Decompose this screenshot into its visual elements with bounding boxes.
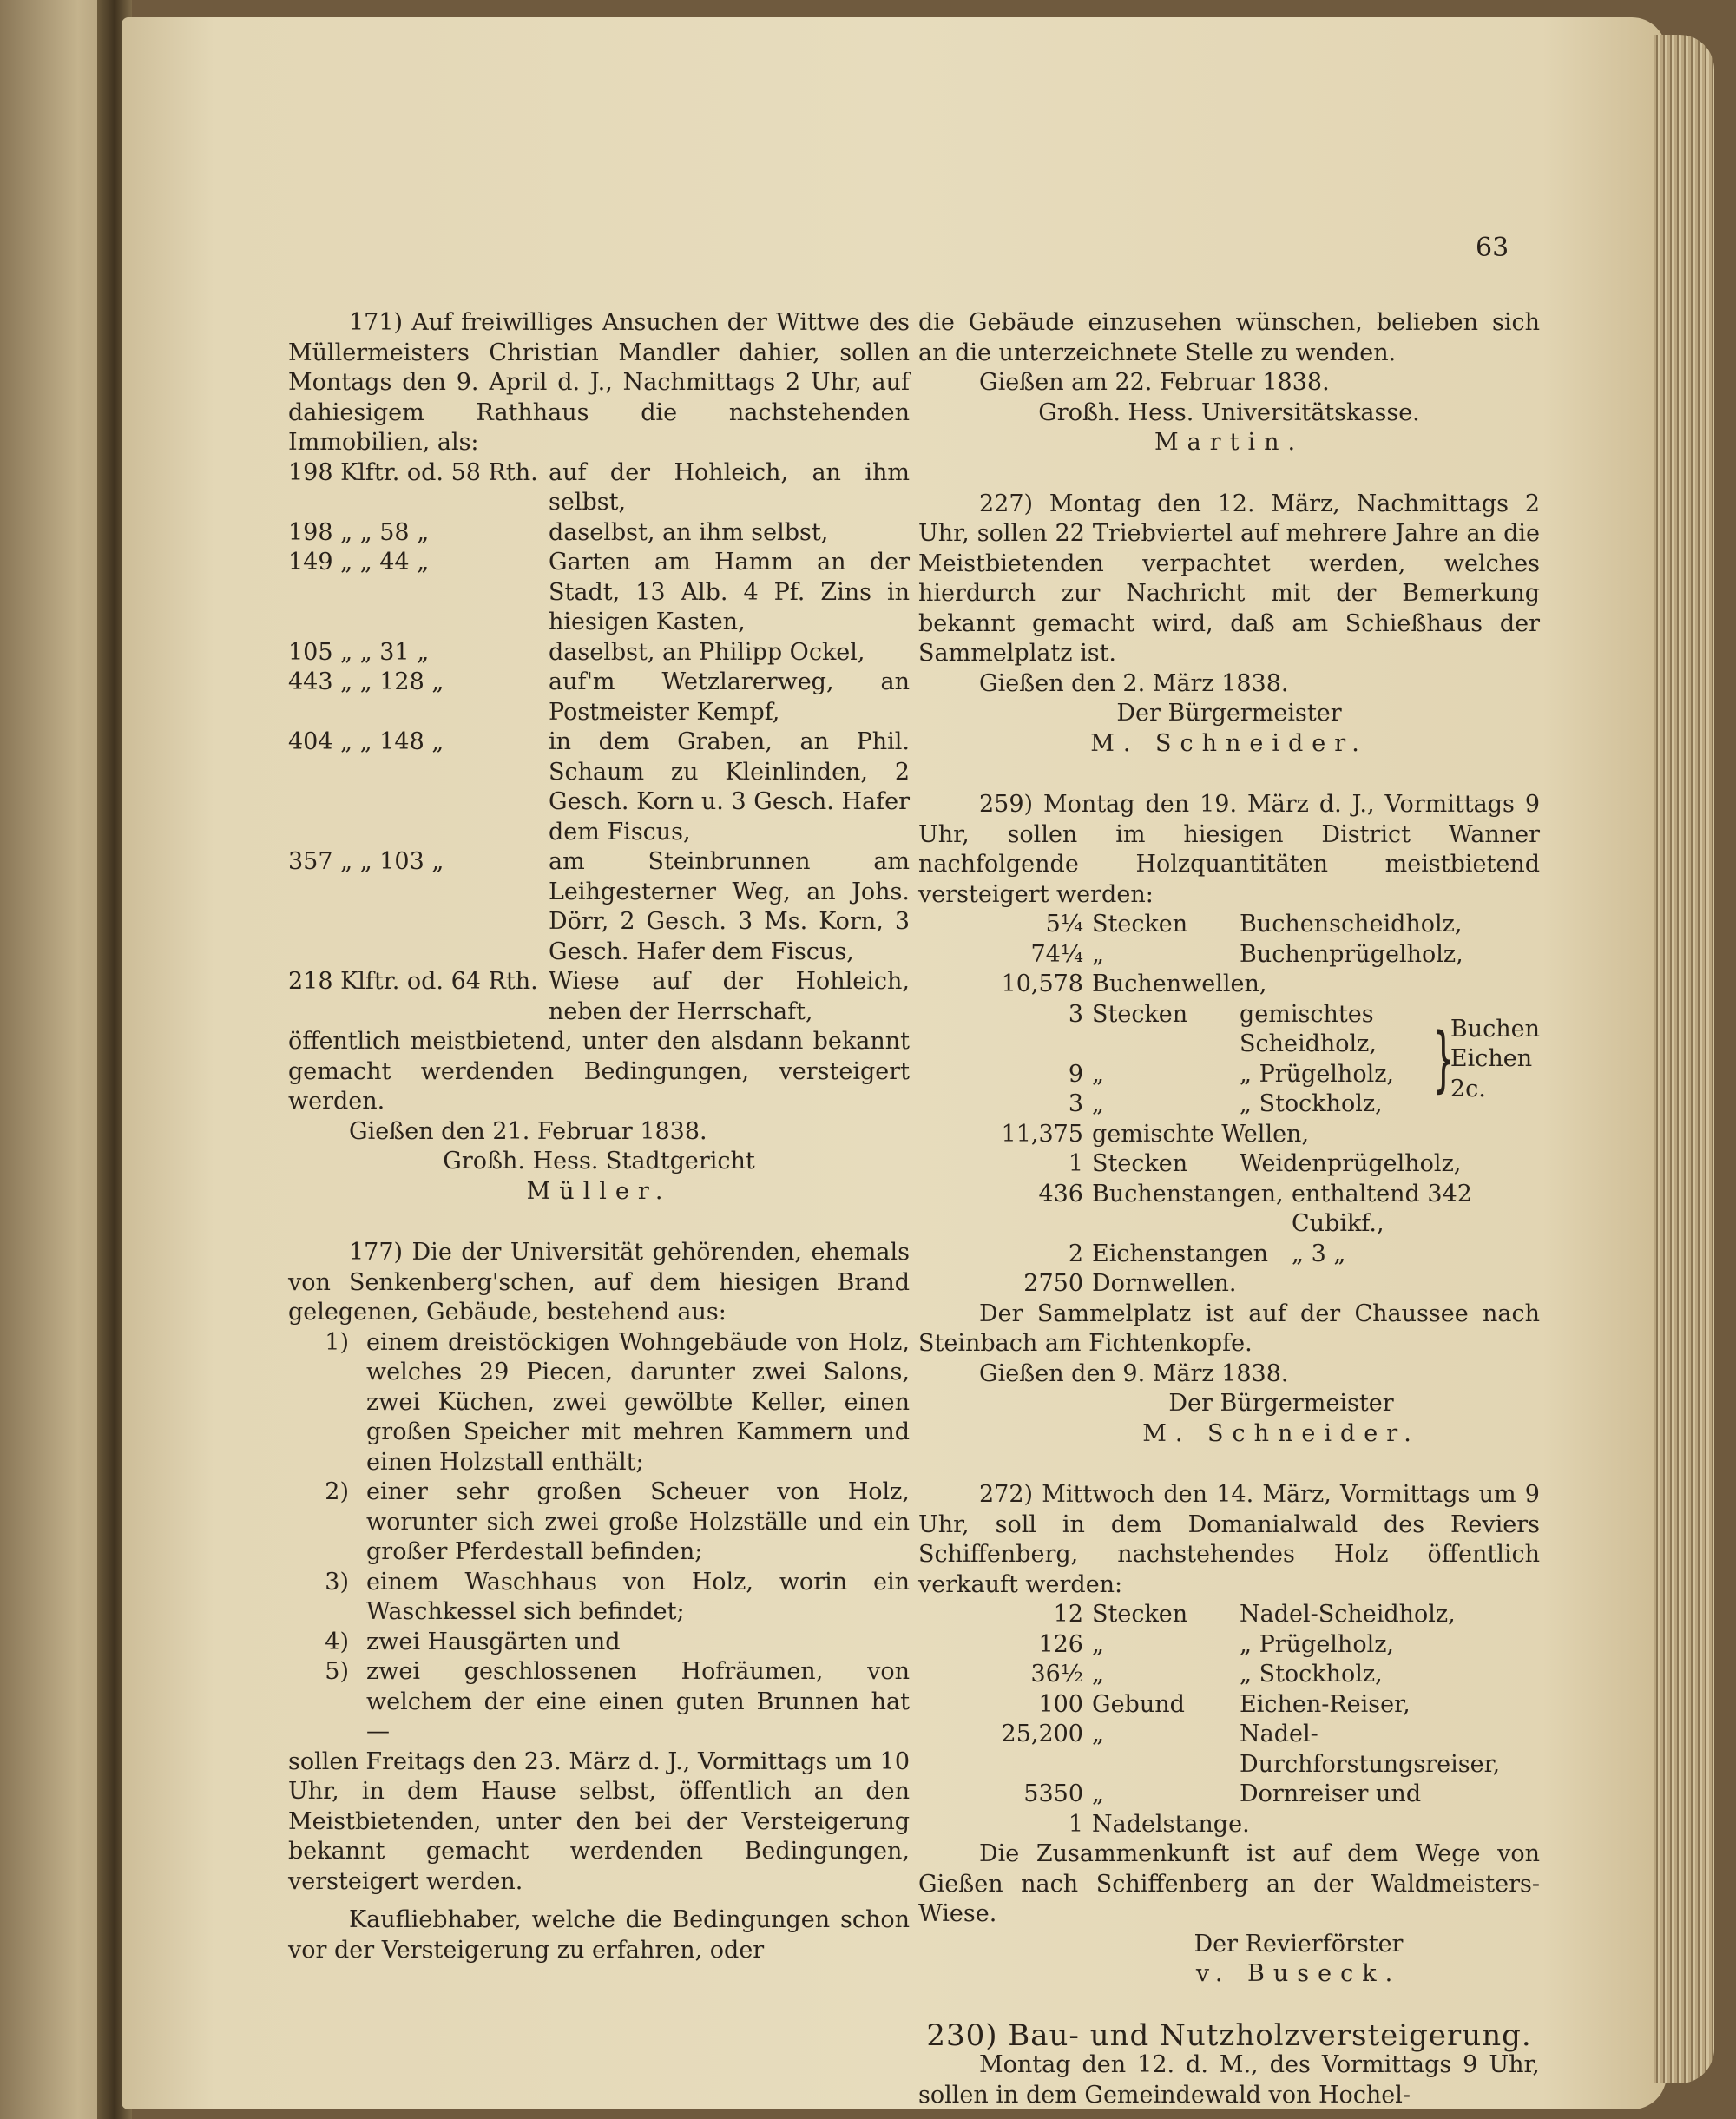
wood-qty: 1 — [1068, 1150, 1083, 1177]
wood-desc — [1237, 1269, 1540, 1300]
wood-unit: Buchenwellen, — [1092, 971, 1267, 997]
wood-desc: „ Stockholz, — [1240, 1661, 1383, 1688]
lot-desc: daselbst, an ihm selbst, — [549, 518, 829, 546]
item-number: 4) — [325, 1628, 349, 1655]
item-number: 5) — [325, 1658, 349, 1685]
wood-qty: 3 — [1068, 1000, 1083, 1028]
lot-row — [288, 847, 910, 967]
notice-171-intro: 171) Auf freiwilliges Ansuchen der Wittwe des Müllermeisters Christian Mandler dahier, sollen Montags den 9. April d. J., Nachmittags 2 Uhr, auf dahiesigem Rathhaus die nachstehenden Immobilien, als: — [288, 309, 910, 456]
notice-272-wood-list — [918, 1600, 1540, 1839]
list-item — [288, 1628, 910, 1658]
lot-row — [288, 668, 910, 727]
lot-row — [288, 638, 910, 668]
lot-row — [288, 518, 910, 549]
wood-qty: 36½ — [1030, 1661, 1083, 1688]
lot-key: 105 „ „ 31 „ — [288, 638, 430, 666]
brace-label: 2c. — [1450, 1075, 1486, 1102]
notice-227-date: Gießen den 2. März 1838. — [979, 669, 1289, 697]
lot-row — [288, 548, 910, 638]
wood-qty: 436 — [1038, 1180, 1083, 1208]
item-text: einer sehr großen Scheuer von Holz, worunter sich zwei große Holzställe und ein großer Pferdestall befinden; — [366, 1478, 910, 1565]
lot-desc: in dem Graben, an Phil. Schaum zu Kleinlinden, 2 Gesch. Korn u. 3 Gesch. Hafer dem Fiscus, — [549, 728, 910, 846]
wood-unit: „ — [1092, 1780, 1104, 1807]
lot-key: 404 „ „ 148 „ — [288, 728, 444, 755]
wood-desc: „ Prügelholz, — [1240, 1060, 1395, 1088]
lot-key: 198 „ „ 58 „ — [288, 518, 430, 546]
wood-row — [918, 910, 1540, 940]
lot-key: 198 Klftr. od. 58 Rth. — [288, 458, 538, 486]
right-column — [918, 308, 1540, 2110]
continuation-date: Gießen am 22. Februar 1838. — [979, 369, 1330, 396]
wood-desc: „ Stockholz, — [1240, 1090, 1383, 1117]
lot-desc: daselbst, an Philipp Ockel, — [549, 638, 865, 666]
wood-unit: Buchenstangen, — [1092, 1180, 1284, 1208]
wood-desc: Buchenprügelholz, — [1240, 940, 1463, 968]
wood-unit: „ — [1092, 1721, 1104, 1747]
lot-desc: Wiese auf der Hohleich, neben der Herrschaft, — [549, 968, 910, 1025]
wood-unit: Gebund — [1092, 1690, 1185, 1718]
wood-unit: Stecken — [1092, 1601, 1188, 1628]
wood-qty: 126 — [1038, 1630, 1083, 1658]
wood-unit: „ — [1092, 1630, 1104, 1658]
wood-unit: Stecken — [1092, 1150, 1188, 1177]
wood-qty: 2750 — [1023, 1270, 1083, 1297]
notice-177-items — [288, 1328, 910, 1747]
brace-icon: } — [1431, 1017, 1455, 1101]
notice-177-closing: sollen Freitags den 23. März d. J., Vormittags um 10 Uhr, in dem Hause selbst, öffentlich an den Meistbietenden, unter den bei der Versteigerung bekannt gemacht werdenden Bedingungen, versteigert werden. — [288, 1747, 910, 1895]
wood-desc — [1266, 970, 1540, 1000]
wood-row — [918, 1240, 1540, 1270]
notice-230-body: Montag den 12. d. M., des Vormittags 9 Uhr, sollen in dem Gemeindewald von Hochel- — [918, 2051, 1540, 2109]
notice-171-closing: öffentlich meistbietend, unter den alsdann bekannt gemacht werdenden Bedingungen, versteigert werden. — [288, 1028, 910, 1115]
brace-label: Eichen — [1450, 1045, 1533, 1073]
wood-qty: 10,578 — [1001, 971, 1083, 997]
notice-171-authority: Großh. Hess. Stadtgericht — [443, 1148, 755, 1175]
lot-desc: auf'm Wetzlarerweg, an Postmeister Kempf, — [549, 668, 910, 726]
notice-259-wood-list — [918, 910, 1540, 1300]
wood-desc: Eichen-Reiser, — [1240, 1690, 1410, 1718]
continuation-authority: Großh. Hess. Universitätskasse. — [1038, 398, 1420, 426]
wood-qty: 11,375 — [1001, 1120, 1083, 1148]
wood-qty: 12 — [1053, 1601, 1083, 1628]
notice-272-closing: Die Zusammenkunft ist auf dem Wege von Gießen nach Schiffenberg an der Waldmeisters-Wiese. — [918, 1840, 1540, 1927]
wood-row — [918, 1180, 1540, 1240]
wood-unit: „ — [1092, 1090, 1104, 1117]
notice-272-title: Der Revierförster — [1194, 1930, 1404, 1958]
list-item — [288, 1477, 910, 1568]
wood-unit: gemischte Wellen, — [1092, 1120, 1310, 1148]
wood-qty: 25,200 — [1001, 1721, 1083, 1747]
lot-desc: Garten am Hamm an der Stadt, 13 Alb. 4 Pf. Zins in hiesigen Kasten, — [549, 549, 910, 635]
brace-group — [918, 1000, 1540, 1120]
wood-unit: „ — [1092, 940, 1104, 968]
notice-272-intro: 272) Mittwoch den 14. März, Vormittags um 9 Uhr, soll in dem Domanialwald des Reviers Schiffenberg, nachstehendes Holz öffentlich verkauft werden: — [918, 1481, 1540, 1598]
lot-key: 357 „ „ 103 „ — [288, 848, 444, 875]
wood-unit: Nadelstange. — [1092, 1810, 1250, 1838]
wood-row — [918, 1089, 1426, 1120]
lot-desc: am Steinbrunnen am Leihgesterner Weg, an Johs. Dörr, 2 Gesch. 3 Ms. Korn, 3 Gesch. Hafer dem Fiscus, — [549, 848, 910, 965]
wood-desc — [1250, 1810, 1540, 1840]
item-text: zwei geschlossenen Hofräumen, von welchem der eine einen guten Brunnen hat — — [366, 1658, 910, 1745]
wood-desc: gemischtes Scheidholz, — [1240, 1000, 1377, 1057]
wood-row — [918, 1660, 1540, 1690]
continuation-text: die Gebäude einzusehen wünschen, belieben sich an die unterzeichnete Stelle zu wenden. — [918, 309, 1540, 366]
wood-desc — [1309, 1120, 1540, 1150]
wood-row — [918, 970, 1540, 1000]
notice-227-body: 227) Montag den 12. März, Nachmittags 2 Uhr, sollen 22 Triebviertel auf mehrere Jahre an die Meistbietenden verpachtet werden, welches hierdurch zur Nachricht mit der Bemerkung bekannt gemacht wird, daß am Schießhaus der Sammelplatz ist. — [918, 490, 1540, 667]
wood-unit: Eichenstangen — [1092, 1240, 1269, 1267]
wood-qty: 74¼ — [1030, 940, 1083, 968]
wood-qty: 2 — [1068, 1240, 1083, 1267]
wood-desc: Nadel-Durchforstungsreiser, — [1240, 1721, 1501, 1778]
wood-row — [918, 1149, 1540, 1180]
list-item — [288, 1328, 910, 1478]
wood-unit: Dornwellen. — [1092, 1270, 1237, 1297]
notice-272-signature: v. Buseck. — [1195, 1960, 1402, 1987]
left-column — [288, 308, 910, 1965]
notice-171-lots — [288, 458, 910, 1028]
wood-row — [918, 1120, 1540, 1150]
wood-qty: 3 — [1068, 1090, 1083, 1117]
brace-label: Buchen — [1450, 1015, 1540, 1043]
lot-key: 149 „ „ 44 „ — [288, 549, 430, 576]
lot-row — [288, 458, 910, 518]
page-edges — [1654, 35, 1714, 2083]
notice-171-signature: Müller. — [526, 1177, 672, 1205]
notice-259-title: Der Bürgermeister — [1168, 1390, 1394, 1417]
wood-row — [918, 1780, 1540, 1810]
wood-row — [918, 1690, 1540, 1721]
wood-row — [918, 1600, 1540, 1630]
item-text: einem dreistöckigen Wohngebäude von Holz, welches 29 Piecen, darunter zwei Salons, zwei Küchen, zwei gewölbte Keller, einen großen Speicher mit mehren Kammern und einen Holzstall enthält; — [366, 1328, 910, 1476]
notice-259-intro: 259) Montag den 19. März d. J., Vormittags 9 Uhr, sollen im hiesigen District Wanner nachfolgende Holzquantitäten meistbietend versteigert werden: — [918, 791, 1540, 908]
notice-259-signature: M. Schneider. — [1142, 1419, 1420, 1447]
wood-unit: Stecken — [1092, 1000, 1188, 1028]
notice-177-buyers: Kaufliebhaber, welche die Bedingungen schon vor der Versteigerung zu erfahren, oder — [288, 1906, 910, 1964]
item-number: 2) — [325, 1478, 349, 1505]
wood-row — [918, 1630, 1540, 1661]
wood-desc: Nadel-Scheidholz, — [1240, 1601, 1456, 1628]
notice-230-heading: 230) Bau- und Nutzholzversteigerung. — [926, 2017, 1532, 2053]
item-text: einem Waschhaus von Holz, worin ein Waschkessel sich befindet; — [366, 1568, 910, 1625]
lot-row — [288, 967, 910, 1027]
lot-desc: auf der Hohleich, an ihm selbst, — [549, 458, 910, 516]
wood-desc: Weidenprügelholz, — [1240, 1150, 1462, 1177]
wood-desc: Dornreiser und — [1240, 1780, 1422, 1807]
notice-227-signature: M. Schneider. — [1090, 729, 1368, 757]
list-item — [288, 1657, 910, 1747]
wood-row — [918, 1720, 1540, 1780]
item-number: 3) — [325, 1568, 349, 1596]
item-text: zwei Hausgärten und — [366, 1628, 621, 1655]
notice-227-title: Der Bürgermeister — [1116, 700, 1342, 727]
wood-qty: 5¼ — [1045, 911, 1083, 938]
page-number: 63 — [1476, 233, 1509, 263]
wood-desc: enthaltend 342 Cubikf., — [1292, 1180, 1472, 1237]
wood-desc: „ 3 „ — [1292, 1240, 1346, 1267]
notice-171-date: Gießen den 21. Februar 1838. — [349, 1117, 707, 1145]
wood-desc: Buchenscheidholz, — [1240, 911, 1463, 938]
wood-unit: Stecken — [1092, 911, 1188, 938]
wood-desc: „ Prügelholz, — [1240, 1630, 1395, 1658]
wood-row — [918, 940, 1540, 971]
wood-qty: 100 — [1038, 1690, 1083, 1718]
wood-row — [918, 1269, 1540, 1300]
notice-177-intro: 177) Die der Universität gehörenden, ehemals von Senkenberg'schen, auf dem hiesigen Brand gelegenen, Gebäude, bestehend aus: — [288, 1239, 910, 1326]
wood-row — [918, 1810, 1540, 1840]
list-item — [288, 1568, 910, 1628]
wood-qty: 1 — [1068, 1810, 1083, 1838]
notice-259-date: Gießen den 9. März 1838. — [979, 1359, 1289, 1387]
wood-row — [918, 1060, 1426, 1090]
item-number: 1) — [325, 1328, 349, 1356]
wood-qty: 9 — [1068, 1060, 1083, 1088]
wood-unit: „ — [1092, 1060, 1104, 1088]
lot-key: 443 „ „ 128 „ — [288, 668, 444, 695]
continuation-signature: Martin. — [1154, 429, 1305, 456]
wood-row — [918, 1000, 1426, 1060]
lot-key: 218 Klftr. od. 64 Rth. — [288, 968, 538, 995]
lot-row — [288, 727, 910, 847]
brace-labels — [1450, 1015, 1540, 1105]
wood-unit: „ — [1092, 1661, 1104, 1688]
notice-259-closing: Der Sammelplatz ist auf der Chaussee nach Steinbach am Fichtenkopfe. — [918, 1300, 1540, 1357]
wood-qty: 5350 — [1023, 1780, 1083, 1807]
